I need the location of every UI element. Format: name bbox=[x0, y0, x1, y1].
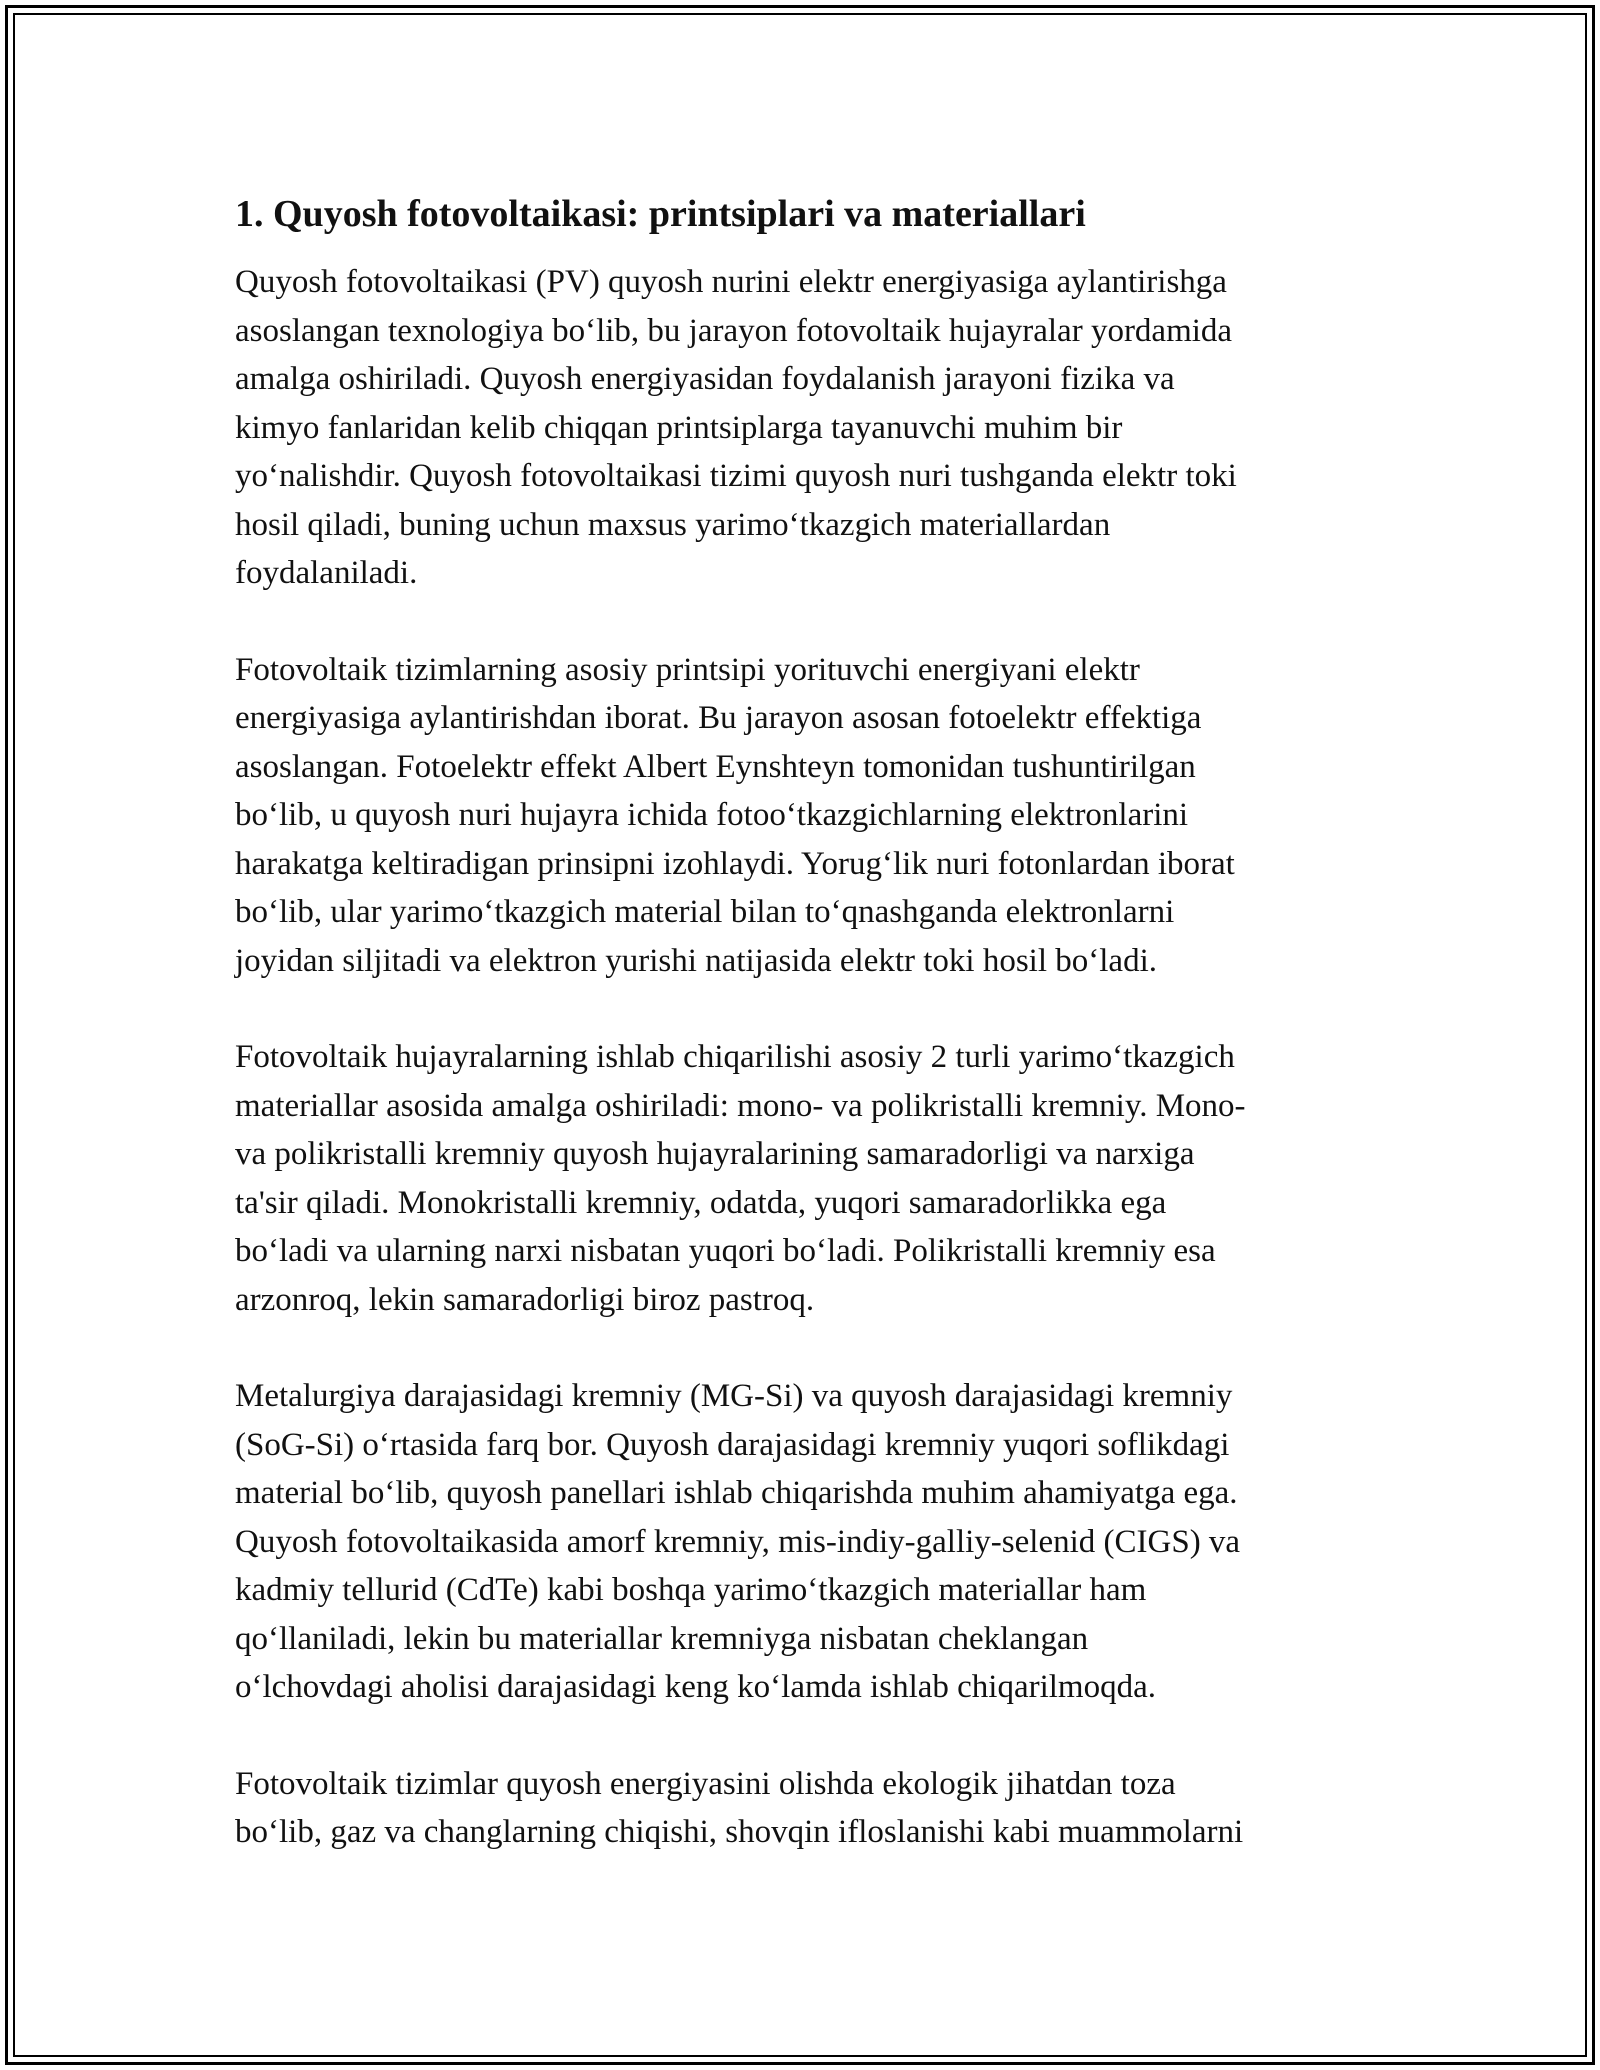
text-line: energiyasiga aylantirishdan iborat. Bu jarayon asosan fotoelektr effektiga bbox=[235, 700, 1202, 736]
text-line: qo‘llaniladi, lekin bu materiallar kremniyga nisbatan cheklangan bbox=[235, 1620, 1089, 1657]
text-line: Fotovoltaik tizimlar quyosh energiyasini olishda ekologik jihatdan toza bbox=[235, 1765, 1176, 1802]
text-line: asoslangan. Fotoelektr effekt Albert Eynshteyn tomonidan tushuntirilgan bbox=[235, 748, 1196, 785]
text-line: bo‘lib, ular yarimo‘tkazgich material bilan to‘qnashganda elektronlarni bbox=[235, 894, 1175, 930]
text-line: Fotovoltaik hujayralarning ishlab chiqarilishi asosiy 2 turli yarimo‘tkazgich bbox=[235, 1039, 1235, 1075]
paragraph-5 bbox=[235, 1760, 1365, 1857]
text-line: Fotovoltaik tizimlarning asosiy printsipi yorituvchi energiyani elektr bbox=[235, 651, 1140, 688]
text-line: materiallar asosida amalga oshiriladi: mono- va polikristalli kremniy. Mono- bbox=[235, 1087, 1246, 1124]
text-line: Quyosh fotovoltaikasi (PV) quyosh nurini elektr energiyasiga aylantirishga bbox=[235, 264, 1227, 300]
text-line: harakatga keltiradigan prinsipni izohlaydi. Yorug‘lik nuri fotonlardan iborat bbox=[235, 845, 1235, 882]
text-line: (SoG-Si) o‘rtasida farq bor. Quyosh darajasidagi kremniy yuqori soflikdagi bbox=[235, 1426, 1230, 1463]
paragraph-3 bbox=[235, 1033, 1365, 1324]
text-line: kadmiy tellurid (CdTe) kabi boshqa yarimo‘tkazgich materiallar ham bbox=[235, 1572, 1147, 1608]
paragraph-2 bbox=[235, 646, 1365, 986]
text-line: Metalurgiya darajasidagi kremniy (MG-Si) va quyosh darajasidagi kremniy bbox=[235, 1378, 1233, 1414]
text-line: Quyosh fotovoltaikasida amorf kremniy, mis-indiy-galliy-selenid (CIGS) va bbox=[235, 1523, 1241, 1560]
text-line: asoslangan texnologiya bo‘lib, bu jarayon fotovoltaik hujayralar yordamida bbox=[235, 312, 1233, 349]
text-line: foydalaniladi. bbox=[235, 555, 418, 591]
text-line: ta'sir qiladi. Monokristalli kremniy, odatda, yuqori samaradorlikka ega bbox=[235, 1184, 1167, 1221]
text-line: bo‘ladi va ularning narxi nisbatan yuqori bo‘ladi. Polikristalli kremniy esa bbox=[235, 1233, 1216, 1269]
section-heading: 1. Quyosh fotovoltaikasi: printsiplari va materiallari bbox=[235, 193, 1086, 235]
text-line: joyidan siljitadi va elektron yurishi natijasida elektr toki hosil bo‘ladi. bbox=[235, 942, 1157, 979]
text-line: arzonroq, lekin samaradorligi biroz pastroq. bbox=[235, 1281, 815, 1318]
text-line: bo‘lib, u quyosh nuri hujayra ichida fotoo‘tkazgichlarning elektronlarini bbox=[235, 797, 1189, 833]
text-line: bo‘lib, gaz va changlarning chiqishi, shovqin ifloslanishi kabi muammolarni bbox=[235, 1814, 1244, 1850]
text-line: kimyo fanlaridan kelib chiqqan printsiplarga tayanuvchi muhim bir bbox=[235, 409, 1123, 446]
text-line: o‘lchovdagi aholisi darajasidagi keng ko‘lamda ishlab chiqarilmoqda. bbox=[235, 1669, 1156, 1705]
text-line: va polikristalli kremniy quyosh hujayralarining samaradorligi va narxiga bbox=[235, 1136, 1195, 1172]
text-line: amalga oshiriladi. Quyosh energiyasidan foydalanish jarayoni fizika va bbox=[235, 361, 1175, 397]
text-line: yo‘nalishdir. Quyosh fotovoltaikasi tizimi quyosh nuri tushganda elektr toki bbox=[235, 458, 1237, 494]
paragraph-4 bbox=[235, 1372, 1365, 1712]
text-line: hosil qiladi, buning uchun maxsus yarimo‘tkazgich materiallardan bbox=[235, 506, 1111, 543]
text-line: material bo‘lib, quyosh panellari ishlab chiqarishda muhim ahamiyatga ega. bbox=[235, 1475, 1238, 1511]
paragraph-1 bbox=[235, 258, 1365, 598]
document-body bbox=[235, 188, 1365, 1905]
